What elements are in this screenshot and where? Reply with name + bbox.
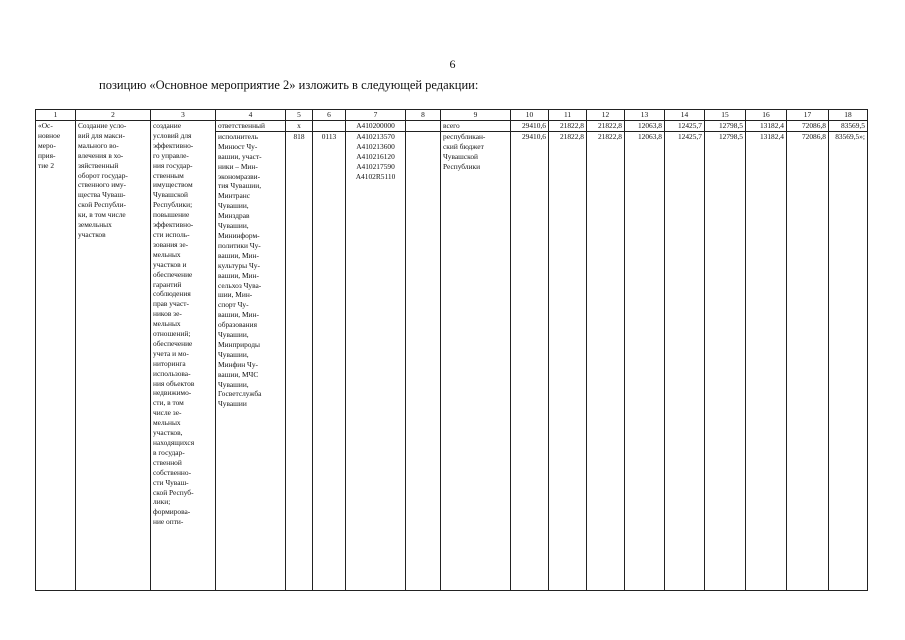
value-cell: 21822,8 [549,121,587,132]
vr-cell [406,131,441,590]
col-header: 2 [76,110,151,121]
col-header: 17 [787,110,829,121]
csr-top-cell: А410200000 [346,121,406,132]
program-table [35,109,868,591]
col-header: 16 [746,110,787,121]
value-cell: 12798,5 [705,121,746,132]
value-cell: 13182,4 [746,121,787,132]
value-cell: 21822,8 [587,131,625,590]
intro-text: позицию «Основное мероприятие 2» изложить в следующей редакции: [99,78,479,92]
value-cell: 12063,8 [625,131,665,590]
value-cell: 29410,6 [511,121,549,132]
value-cell: 72086,8 [787,131,829,590]
value-cell: 72086,8 [787,121,829,132]
rzpr-top-cell [313,121,346,132]
value-cell: 29410,6 [511,131,549,590]
col-header: 7 [346,110,406,121]
event-name-cell: Создание усло- вий для макси- мального во- влечения в хо- зяйственный оборот государ- ственного иму- щества Чуваш- ской Республи- ки, в том числе земельных участков [76,121,151,591]
col-header: 10 [511,110,549,121]
col-header: 6 [313,110,346,121]
col-header: 3 [151,110,216,121]
source-total-cell: всего [441,121,511,132]
value-cell: 21822,8 [587,121,625,132]
col-header: 18 [829,110,868,121]
col-header: 15 [705,110,746,121]
table-row-total [36,121,868,132]
col-header: 13 [625,110,665,121]
col-header: 5 [286,110,313,121]
value-cell: 83569,5 [829,121,868,132]
col-header: 1 [36,110,76,121]
event-goal-cell: создание условий для эффективно- го управле- ния государ- ственным имуществом Чувашской Республики; повышение эффективно- сти исполь- зования зе- мельных участков и обеспечение гарантий соблюдения прав участ- ников зе- мельных отношений; обеспечение учета и мо- ниторинга использова- ния объектов недвижимо- сти, в том числе зе- мельных участков, находящихся в государ- ственной собственно- сти Чуваш- ской Респуб- лики; формирова- ние опти- [151,121,216,591]
header-row [36,110,868,121]
col-header: 4 [216,110,286,121]
grbs-top-cell: x [286,121,313,132]
executor-header-cell: ответственный [216,121,286,132]
value-cell: 12798,5 [705,131,746,590]
col-header: 14 [665,110,705,121]
col-header: 12 [587,110,625,121]
vr-top-cell [406,121,441,132]
col-header: 11 [549,110,587,121]
executor-cell: исполнитель Минюст Чу- вашии, участ- ники – Мин- экономразви- тия Чувашии, Минтранс Чувашии, Минздрав Чувашии, Мининформ- политики Чу- вашии, Мин- культуры Чу- вашии, Мин- сельхоз Чува- шии, Мин- спорт Чу- вашии, Мин- образования Чувашии, Минприроды Чувашии, Минфин Чу- вашии, МЧС Чувашии, Госветслужба Чувашии [216,131,286,590]
col-header: 8 [406,110,441,121]
value-cell: 13182,4 [746,131,787,590]
col-header: 9 [441,110,511,121]
event-number-cell: «Ос- новное меро- прия- тие 2 [36,121,76,591]
value-cell: 83569,5»; [829,131,868,590]
source-budget-cell: республикан- ский бюджет Чувашской Республики [441,131,511,590]
grbs-cell: 818 [286,131,313,590]
page-number: 6 [449,57,456,71]
csr-cell: А410213570 А410213600 А410216120 А410217590 А4102R5110 [346,131,406,590]
rzpr-cell: 0113 [313,131,346,590]
value-cell: 12063,8 [625,121,665,132]
value-cell: 12425,7 [665,131,705,590]
value-cell: 12425,7 [665,121,705,132]
value-cell: 21822,8 [549,131,587,590]
